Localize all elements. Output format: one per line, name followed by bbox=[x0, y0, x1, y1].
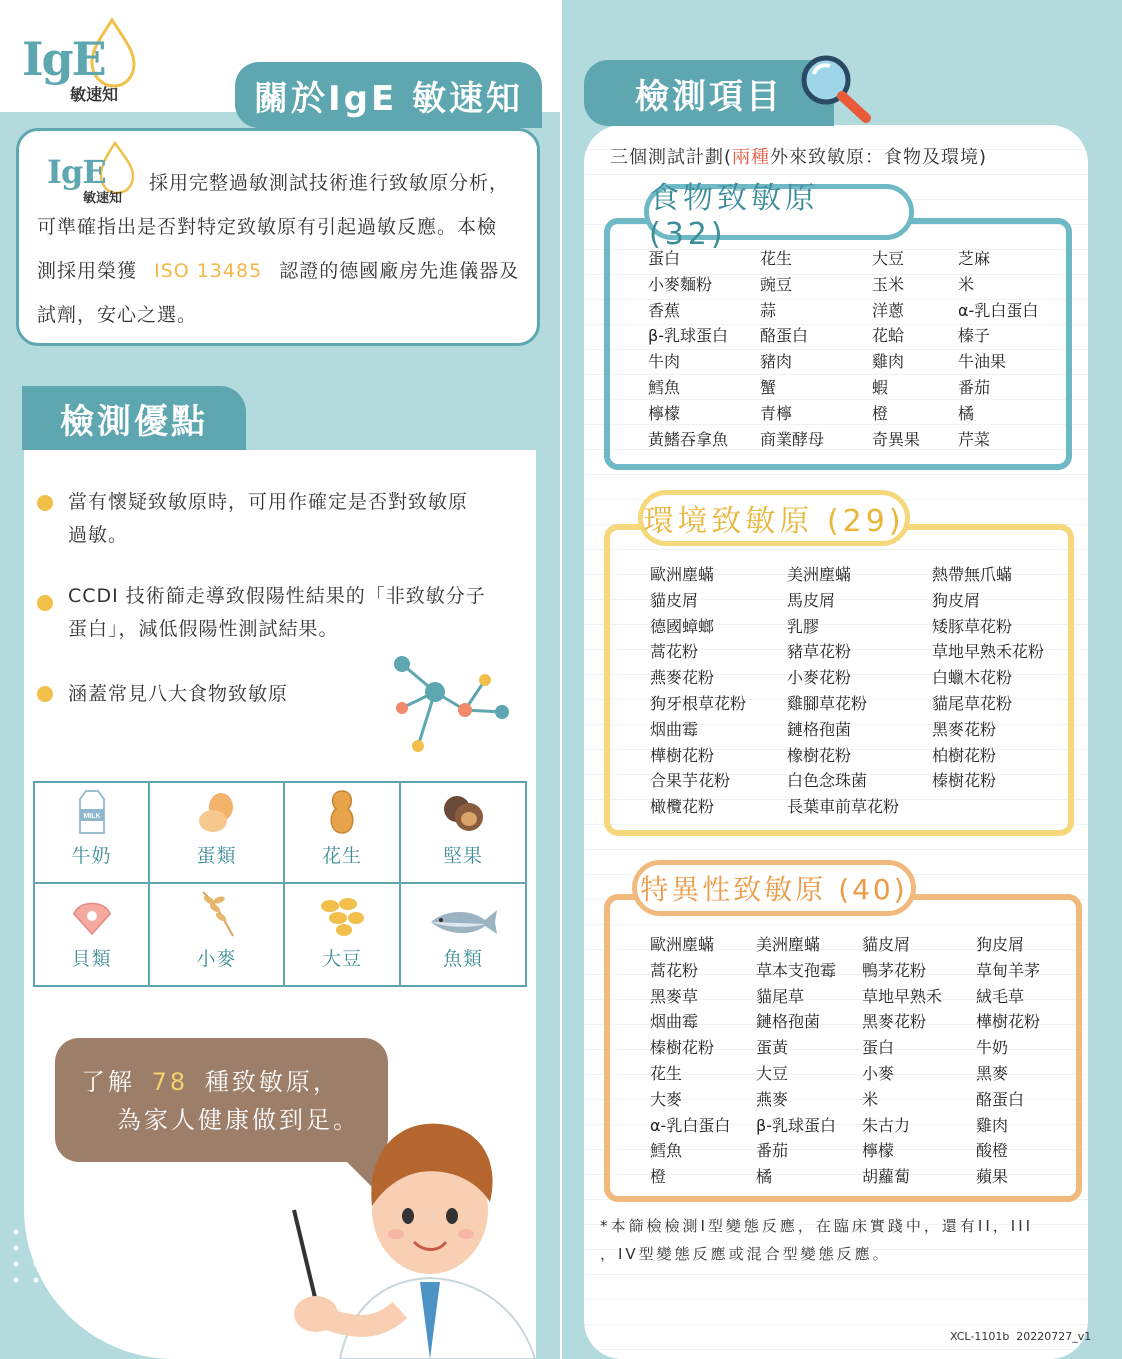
specific-allergen-title: 特異性致敏原 (40) bbox=[632, 860, 916, 916]
logo-subtext: 敏速知 bbox=[70, 85, 119, 104]
allergen-item: 芝麻 bbox=[958, 249, 991, 268]
allergen-item: 大麥 bbox=[650, 1089, 683, 1109]
allergen-item: 合果芋花粉 bbox=[650, 771, 731, 791]
env-allergen-box bbox=[604, 524, 1074, 836]
food-cell-milk bbox=[35, 783, 150, 884]
food-label: 蛋類 bbox=[196, 845, 237, 867]
bubble-line-2: 為家人健康做到足。 bbox=[117, 1106, 360, 1134]
allergen-item: α-乳白蛋白 bbox=[650, 1115, 731, 1135]
food-col-3 bbox=[872, 246, 920, 452]
milk-carton-text: MILK bbox=[82, 813, 101, 820]
allergen-item: 玉米 bbox=[872, 274, 905, 294]
allergen-item: 商業酵母 bbox=[760, 429, 825, 449]
allergen-item: 鱈魚 bbox=[648, 377, 681, 397]
allergen-item: 美洲塵蟎 bbox=[787, 565, 852, 584]
allergen-item: 小麥花粉 bbox=[787, 668, 852, 688]
allergen-item: 橙 bbox=[872, 403, 889, 423]
allergen-item: 檸檬 bbox=[648, 403, 681, 423]
allergen-item: 草甸羊茅 bbox=[976, 960, 1041, 980]
document-code: XCL-1101b 20220727_v1 bbox=[950, 1330, 1092, 1343]
allergen-item: 鏈格孢菌 bbox=[787, 719, 852, 739]
subtitle-highlight: 兩種 bbox=[732, 147, 771, 168]
food-cell-peanut bbox=[285, 783, 401, 884]
about-line-1: 採用完整過敏測試技術進行致敏原分析， bbox=[149, 172, 510, 194]
food-cell-nut bbox=[401, 783, 525, 884]
allergen-item: β-乳球蛋白 bbox=[756, 1115, 836, 1135]
food-col-4 bbox=[958, 246, 1038, 452]
allergen-item: 蛋白 bbox=[648, 249, 681, 268]
allergen-item: 黃鰭吞拿魚 bbox=[648, 429, 729, 449]
allergen-item: 蘋果 bbox=[976, 1167, 1009, 1187]
pointer-stick bbox=[294, 1210, 318, 1310]
food-col-1 bbox=[648, 246, 728, 452]
allergen-item: 黑麥草 bbox=[650, 986, 699, 1006]
shell-icon bbox=[70, 894, 114, 938]
allergen-item: 雞肉 bbox=[872, 352, 905, 372]
allergen-item: 貓尾草 bbox=[756, 986, 805, 1006]
allergen-item: 燕麥 bbox=[756, 1089, 789, 1109]
allergen-item: 芹菜 bbox=[958, 429, 991, 449]
allergen-item: 美洲塵蟎 bbox=[756, 935, 821, 954]
doctor-illustration bbox=[280, 1110, 560, 1359]
peanut-icon bbox=[322, 789, 362, 835]
bubble-line-1-post: 種致敏原， bbox=[204, 1068, 340, 1096]
allergen-item: 檸檬 bbox=[862, 1141, 895, 1161]
allergen-item: 狗牙根草花粉 bbox=[650, 693, 747, 713]
food-cell-fish bbox=[401, 884, 525, 985]
allergen-item: α-乳白蛋白 bbox=[958, 300, 1039, 320]
allergen-item: 酪蛋白 bbox=[760, 326, 809, 346]
tests-title: 檢測項目 bbox=[584, 60, 834, 126]
allergen-item: β-乳球蛋白 bbox=[648, 326, 728, 346]
about-line-2: 可準確指出是否對特定致敏原有引起過敏反應。本檢 bbox=[37, 216, 498, 238]
allergen-item: 橄欖花粉 bbox=[650, 797, 715, 817]
about-line-4: 試劑，安心之選。 bbox=[37, 304, 198, 326]
bullet-dot bbox=[37, 495, 53, 511]
allergen-item: 蛋黃 bbox=[756, 1038, 789, 1058]
bubble-line-1 bbox=[81, 1062, 340, 1097]
allergen-item: 貓尾草花粉 bbox=[932, 693, 1013, 713]
allergen-item: 香蕉 bbox=[648, 300, 681, 320]
allergen-item: 米 bbox=[958, 274, 975, 294]
about-title: 關於IgE 敏速知 bbox=[235, 62, 542, 128]
about-line-3 bbox=[37, 249, 519, 293]
footnote-line-2: ，IV型變態反應或混合型變態反應。 bbox=[600, 1245, 891, 1263]
allergen-item: 番茄 bbox=[958, 377, 991, 397]
allergen-item: 豬肉 bbox=[760, 352, 793, 372]
allergen-item: 大豆 bbox=[756, 1063, 789, 1083]
allergen-item: 酪蛋白 bbox=[976, 1089, 1025, 1109]
food-label: 堅果 bbox=[442, 845, 483, 867]
bubble-count: 78 bbox=[151, 1068, 189, 1096]
allergen-item: 小麥 bbox=[862, 1063, 895, 1083]
food-cell-shell bbox=[35, 884, 150, 985]
allergen-item: 草地早熟禾花粉 bbox=[932, 642, 1045, 662]
allergen-item: 黑麥花粉 bbox=[862, 1012, 927, 1032]
allergen-item: 花生 bbox=[760, 249, 793, 268]
allergen-item: 蝦 bbox=[872, 377, 889, 397]
nut-icon bbox=[439, 791, 487, 835]
allergen-item: 酸橙 bbox=[976, 1141, 1009, 1161]
allergen-item: 朱古力 bbox=[862, 1115, 911, 1135]
logo-subtext: 敏速知 bbox=[83, 191, 123, 206]
allergen-item: 奇異果 bbox=[872, 429, 921, 449]
allergen-item: 小麥麵粉 bbox=[648, 274, 713, 294]
advantage-2-line-2: 蛋白」，減低假陽性測試結果。 bbox=[68, 618, 339, 640]
about-line-3-pre: 測採用榮獲 bbox=[37, 260, 138, 282]
allergen-item: 蒿花粉 bbox=[650, 642, 699, 662]
allergen-item: 蛋白 bbox=[862, 1038, 895, 1058]
allergen-item: 花蛤 bbox=[872, 326, 905, 346]
advantage-1-line-1: 當有懷疑致敏原時，可用作確定是否對致敏原 bbox=[68, 491, 469, 513]
bullet-dot bbox=[37, 686, 53, 702]
allergen-item: 橘 bbox=[958, 403, 975, 423]
allergen-item: 矮豚草花粉 bbox=[932, 616, 1013, 636]
allergen-item: 貓皮屑 bbox=[862, 935, 911, 954]
allergen-item: 榛樹花粉 bbox=[650, 1038, 715, 1058]
allergen-item: 牛奶 bbox=[976, 1038, 1009, 1058]
specific-col-1 bbox=[650, 932, 730, 1190]
bubble-line-1-pre: 了解 bbox=[81, 1068, 135, 1096]
food-allergen-box bbox=[604, 218, 1072, 470]
allergen-item: 草地早熟禾 bbox=[862, 986, 943, 1006]
allergen-item: 貓皮屑 bbox=[650, 590, 699, 610]
allergen-item: 橡樹花粉 bbox=[787, 745, 852, 765]
bullet-dot bbox=[37, 595, 53, 611]
tests-subtitle bbox=[610, 143, 987, 169]
advantage-item-2 bbox=[68, 580, 486, 646]
allergen-item: 長葉車前草花粉 bbox=[787, 797, 900, 817]
food-label: 牛奶 bbox=[71, 845, 112, 867]
allergen-item: 燕麥花粉 bbox=[650, 668, 715, 688]
about-logo bbox=[47, 139, 137, 209]
allergen-item: 蟹 bbox=[760, 377, 777, 397]
food-cell-egg bbox=[150, 783, 285, 884]
subtitle-pre: 三個測試計劃( bbox=[610, 147, 733, 168]
allergen-item: 烟曲霉 bbox=[650, 719, 699, 739]
allergen-item: 絨毛草 bbox=[976, 986, 1025, 1006]
allergen-item: 花生 bbox=[650, 1063, 683, 1083]
logo bbox=[22, 14, 152, 104]
food-label: 大豆 bbox=[321, 948, 362, 970]
dot-pattern bbox=[12, 1228, 132, 1288]
wheat-icon bbox=[195, 888, 239, 938]
allergen-item: 蒜 bbox=[760, 300, 777, 320]
about-line-3-post: 認證的德國廠房先進儀器及 bbox=[279, 260, 520, 282]
allergen-item: 狗皮屑 bbox=[976, 935, 1025, 954]
food-label: 花生 bbox=[321, 845, 362, 867]
specific-col-4 bbox=[976, 932, 1040, 1190]
food-label: 小麥 bbox=[196, 948, 237, 970]
food-cell-wheat bbox=[150, 884, 285, 985]
allergen-item: 雞腳草花粉 bbox=[787, 693, 868, 713]
allergen-item: 牛油果 bbox=[958, 352, 1007, 372]
allergen-item: 柏樹花粉 bbox=[932, 745, 997, 765]
specific-allergen-box bbox=[604, 894, 1082, 1202]
allergen-item: 乳膠 bbox=[787, 616, 820, 636]
allergen-item: 青檸 bbox=[760, 403, 793, 423]
allergen-item: 豌豆 bbox=[760, 274, 793, 294]
egg-icon bbox=[195, 791, 239, 835]
food-cell-soybean bbox=[285, 884, 401, 985]
advantages-title: 檢測優點 bbox=[22, 386, 246, 450]
allergen-item: 白蠟木花粉 bbox=[932, 668, 1013, 688]
magnifier-icon bbox=[796, 52, 878, 126]
env-col-2 bbox=[787, 562, 899, 820]
footnote-line-1: *本篩檢檢測I型變態反應，在臨床實踐中，還有II，III bbox=[600, 1217, 1034, 1235]
allergen-item: 番茄 bbox=[756, 1141, 789, 1161]
allergen-item: 大豆 bbox=[872, 249, 905, 268]
env-col-1 bbox=[650, 562, 746, 820]
allergen-item: 樺樹花粉 bbox=[650, 745, 715, 765]
advantage-item-3: 涵蓋常見八大食物致敏原 bbox=[68, 683, 289, 705]
env-allergen-title: 環境致敏原 (29) bbox=[638, 490, 910, 546]
allergen-item: 白色念珠菌 bbox=[787, 771, 868, 791]
food-allergen-title: 食物致敏原 (32) bbox=[644, 184, 914, 240]
allergen-item: 黑麥花粉 bbox=[932, 719, 997, 739]
allergen-item: 牛肉 bbox=[648, 352, 681, 372]
specific-col-3 bbox=[862, 932, 942, 1190]
allergen-item: 鴨茅花粉 bbox=[862, 960, 927, 980]
allergen-item: 胡蘿蔔 bbox=[862, 1167, 911, 1187]
allergen-item: 烟曲霉 bbox=[650, 1012, 699, 1032]
allergen-item: 米 bbox=[862, 1089, 879, 1109]
allergen-item: 歐洲塵蟎 bbox=[650, 565, 715, 584]
soybean-icon bbox=[318, 894, 366, 938]
allergen-item: 馬皮屑 bbox=[787, 590, 836, 610]
fish-icon bbox=[427, 904, 499, 938]
food-label: 魚類 bbox=[442, 948, 483, 970]
food-label: 貝類 bbox=[71, 948, 112, 970]
logo-text: IgE bbox=[22, 32, 105, 86]
allergen-item: 橘 bbox=[756, 1167, 773, 1187]
food-allergen-grid bbox=[33, 781, 527, 987]
allergen-item: 雞肉 bbox=[976, 1115, 1009, 1135]
subtitle-post: 外來致敏原：食物及環境) bbox=[770, 147, 988, 168]
logo-text: IgE bbox=[47, 153, 106, 191]
iso-highlight: ISO 13485 bbox=[154, 260, 263, 282]
specific-col-2 bbox=[756, 932, 836, 1190]
env-col-3 bbox=[932, 562, 1044, 794]
allergen-item: 鱈魚 bbox=[650, 1141, 683, 1161]
allergen-item: 熱帶無爪蟎 bbox=[932, 565, 1013, 584]
advantage-1-line-2: 過敏。 bbox=[68, 524, 129, 546]
advantage-2-line-1: CCDI 技術篩走導致假陽性結果的「非致敏分子 bbox=[68, 585, 486, 607]
allergen-item: 狗皮屑 bbox=[932, 590, 981, 610]
allergen-item: 蒿花粉 bbox=[650, 960, 699, 980]
allergen-item: 鏈格孢菌 bbox=[756, 1012, 821, 1032]
food-col-2 bbox=[760, 246, 824, 452]
allergen-item: 榛子 bbox=[958, 326, 991, 346]
about-box bbox=[16, 128, 540, 346]
milk-icon bbox=[72, 789, 112, 835]
allergen-item: 橙 bbox=[650, 1167, 667, 1187]
allergen-item: 歐洲塵蟎 bbox=[650, 935, 715, 954]
allergen-item: 洋蔥 bbox=[872, 300, 905, 320]
allergen-item: 樺樹花粉 bbox=[976, 1012, 1041, 1032]
allergen-item: 榛樹花粉 bbox=[932, 771, 997, 791]
allergen-item: 黑麥 bbox=[976, 1063, 1009, 1083]
advantage-item-1 bbox=[68, 486, 468, 552]
allergen-item: 德國蟑螂 bbox=[650, 616, 715, 636]
allergen-item: 草本支孢霉 bbox=[756, 960, 837, 980]
molecule-icon bbox=[380, 650, 520, 760]
allergen-item: 豬草花粉 bbox=[787, 642, 852, 662]
